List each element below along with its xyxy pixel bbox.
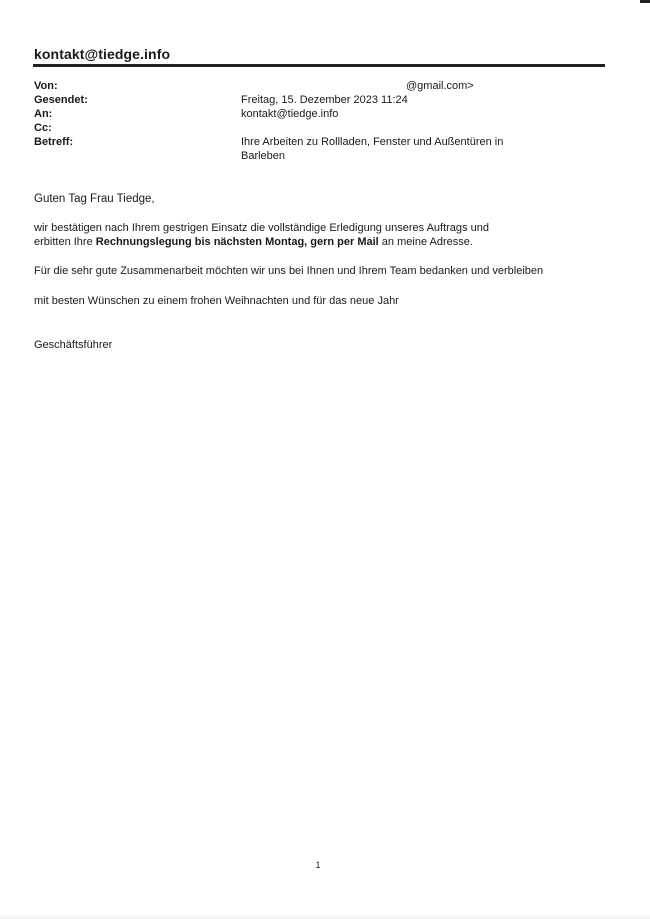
paragraph-text: erbitten Ihre [34,236,96,248]
paragraph-line: wir bestätigen nach Ihrem gestrigen Einsatz die vollständige Erledigung unseres Auftrags und [34,222,489,234]
greeting: Guten Tag Frau Tiedge, [34,193,155,205]
header-row-to [34,107,594,121]
paragraph-text: an meine Adresse. [378,236,473,248]
header-row-sent [34,93,594,107]
sent-value: Freitag, 15. Dezember 2023 11:24 [241,94,408,106]
subject-line-1: Ihre Arbeiten zu Rollladen, Fenster und Außentüren in [241,136,504,148]
to-label: An: [34,108,53,120]
from-value: @gmail.com> [406,80,474,92]
body-paragraph-confirmation [34,221,594,249]
sent-label: Gesendet: [34,94,88,106]
page-number: 1 [315,860,321,870]
to-value: kontakt@tiedge.info [241,108,339,120]
signature-title: Geschäftsführer [34,339,113,351]
body-paragraph-wishes: mit besten Wünschen zu einem frohen Weihnachten und für das neue Jahr [34,295,399,307]
email-header-block [34,79,594,163]
title-divider [33,64,605,67]
subject-label: Betreff: [34,136,74,148]
header-row-cc [34,121,594,135]
subject-line-2: Barleben [241,150,286,162]
scan-edge-mark [640,0,650,3]
email-account-title: kontakt@tiedge.info [34,46,171,62]
cc-label: Cc: [34,122,52,134]
header-row-from [34,79,594,93]
emphasized-text: Rechnungslegung bis nächsten Montag, gern per Mail [95,236,379,248]
from-label: Von: [34,80,58,92]
scan-bottom-edge [0,914,650,919]
subject-value [241,135,513,163]
body-paragraph-thanks: Für die sehr gute Zusammenarbeit möchten wir uns bei Ihnen und Ihrem Team bedanken und verbleiben [34,265,544,277]
header-row-subject [34,135,594,163]
